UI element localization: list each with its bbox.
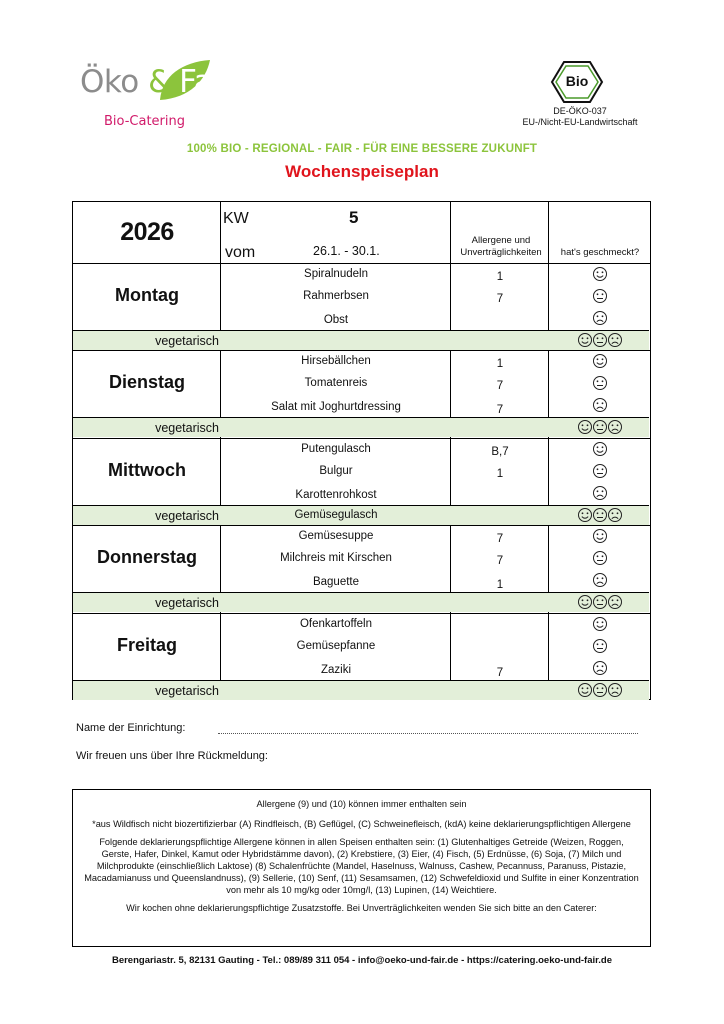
- bio-certification: [500, 106, 660, 128]
- smiley-happy-icon[interactable]: [577, 419, 593, 435]
- dish-allergens: 7: [496, 666, 504, 679]
- row-divider: [73, 505, 649, 506]
- allergen-info-line: Allergene (9) und (10) können immer enthalten sein: [256, 799, 467, 809]
- rating-smiley[interactable]: [592, 572, 608, 588]
- dish-name: Karottenrohkost: [295, 488, 377, 501]
- allergen-info-box: [72, 789, 651, 947]
- smiley-happy-icon[interactable]: [592, 266, 608, 282]
- allergen-info-line: *aus Wildfisch nicht biozertifizierbar (A) Rindfleisch, (B) Geflügel, (C) Schweinefleisch, (kdA) keine deklarierungspflichtigen Allergene: [92, 819, 631, 829]
- institution-name-label: Name der Einrichtung:: [76, 722, 186, 734]
- dish-name: Obst: [323, 314, 349, 326]
- dish-allergens: 7: [496, 533, 504, 546]
- smiley-sad-icon[interactable]: [592, 660, 608, 676]
- smiley-neutral-icon[interactable]: [592, 507, 608, 523]
- smiley-neutral-icon[interactable]: [592, 594, 608, 610]
- dish-allergens: 7: [496, 404, 504, 417]
- dish-name: Rahmerbsen: [303, 290, 369, 302]
- dish-name: Baguette: [312, 576, 360, 589]
- bio-seal-label: Bio: [565, 73, 589, 89]
- bio-seal-icon: [550, 60, 604, 104]
- dish-allergens: 1: [496, 467, 504, 480]
- rating-smiley[interactable]: [592, 638, 608, 654]
- day-name: Mittwoch: [108, 459, 186, 480]
- rating-smiley[interactable]: [592, 310, 608, 326]
- rating-smiley[interactable]: [592, 375, 608, 391]
- logo-ampersand: &: [148, 64, 172, 100]
- dish-name: Spiralnudeln: [304, 268, 368, 280]
- bio-code: DE-ÖKO-037: [553, 106, 607, 116]
- smiley-happy-icon[interactable]: [592, 528, 608, 544]
- day-name: Freitag: [116, 634, 177, 655]
- bio-origin: EU-/Nicht-EU-Landwirtschaft: [522, 117, 638, 127]
- rating-smiley[interactable]: [592, 485, 608, 501]
- vegetarian-rating[interactable]: [577, 594, 627, 610]
- dish-name: Putengulasch: [301, 442, 371, 455]
- dish-allergens: 1: [496, 579, 504, 592]
- dish-name: Salat mit Joghurtdressing: [271, 401, 401, 414]
- smiley-happy-icon[interactable]: [592, 353, 608, 369]
- row-divider: [73, 680, 649, 681]
- dish-name: Milchreis mit Kirschen: [280, 552, 392, 565]
- smiley-sad-icon[interactable]: [607, 332, 623, 348]
- allergen-info-line: Folgende deklarierungspflichtige Allergene können in allen Speisen enthalten sein: (1) Glutenhaltiges Getreide (Weizen, Roggen, Gerste, Hafer, Dinkel, Kamut oder Hybridstämme davon), (2) Krebstiere, (3) Eier, (4) Fisch, (5) Erdnüsse, (6) Soja, (7) Milch und Milchprodukte (einschließlich Laktose) (8) Schalenfrüchte (Mandel, Haselnuss, Walnuss, Cashew, Pecannuss, Paranuss, Pistazie, Macadamianuss und Queenslandnuss), (9) Sellerie, (10) Senf, (11) Sesamsamen, (12) Schwefeldioxid und Sulfite in einer Konzentration von mehr als 10 mg/kg oder 10mg/l, (13) Lupinen, (14) Weichtiere.: [84, 837, 639, 895]
- smiley-sad-icon[interactable]: [607, 594, 623, 610]
- logo-oeko-text: Öko: [80, 64, 139, 100]
- rating-smiley[interactable]: [592, 660, 608, 676]
- smiley-happy-icon[interactable]: [577, 332, 593, 348]
- vegetarian-row: [73, 680, 649, 700]
- kw-value: 5: [349, 208, 359, 227]
- rating-smiley[interactable]: [592, 353, 608, 369]
- day-name: Donnerstag: [96, 547, 197, 568]
- smiley-happy-icon[interactable]: [577, 507, 593, 523]
- smiley-neutral-icon[interactable]: [592, 463, 608, 479]
- smiley-happy-icon[interactable]: [592, 616, 608, 632]
- rating-smiley[interactable]: [592, 266, 608, 282]
- dish-name: Hirsebällchen: [301, 355, 371, 368]
- smiley-sad-icon[interactable]: [592, 397, 608, 413]
- smiley-neutral-icon[interactable]: [592, 550, 608, 566]
- dish-allergens: 1: [496, 358, 504, 371]
- dish-allergens: B,7: [491, 445, 509, 458]
- day-block-dienstag: [73, 350, 649, 437]
- day-name: Montag: [115, 285, 179, 305]
- dish-name: Ofenkartoffeln: [299, 617, 373, 630]
- day-block-montag: [73, 263, 649, 350]
- date-range: 26.1. - 30.1.: [313, 244, 380, 258]
- dish-name: Bulgur: [319, 464, 353, 477]
- smiley-neutral-icon[interactable]: [592, 375, 608, 391]
- allergen-column-header: Allergene und Unverträglichkeiten: [460, 235, 542, 258]
- day-block-donnerstag: [73, 525, 649, 612]
- vegetarian-dish: Gemüsegulasch: [294, 508, 378, 521]
- dish-allergens: 7: [496, 555, 504, 568]
- taste-column-header: hat's geschmeckt?: [560, 247, 640, 258]
- footer-contact: Berengariastr. 5, 82131 Gauting - Tel.: 089/89 311 054 - info@oeko-und-fair.de - https://catering.oeko-und-fair.de: [111, 955, 613, 966]
- smiley-sad-icon[interactable]: [607, 682, 623, 698]
- dish-name: Gemüsesuppe: [298, 530, 374, 543]
- page-title: Wochenspeiseplan: [285, 162, 439, 181]
- day-name: Dienstag: [108, 372, 186, 393]
- day-block-mittwoch: [73, 438, 649, 525]
- vegetarian-rating[interactable]: [577, 682, 627, 698]
- day-block-freitag: [73, 613, 649, 700]
- vegetarian-row: [73, 330, 649, 350]
- rating-smiley[interactable]: [592, 397, 608, 413]
- smiley-sad-icon[interactable]: [592, 485, 608, 501]
- tagline: 100% BIO - REGIONAL - FAIR - FÜR EINE BESSERE ZUKUNFT: [186, 143, 538, 155]
- logo-subtitle: Bio-Catering: [104, 114, 186, 129]
- smiley-happy-icon[interactable]: [577, 594, 593, 610]
- smiley-neutral-icon[interactable]: [592, 682, 608, 698]
- vegetarian-rating[interactable]: [577, 332, 627, 348]
- kw-label: KW: [223, 210, 249, 227]
- feedback-label: Wir freuen uns über Ihre Rückmeldung:: [76, 750, 268, 762]
- smiley-sad-icon[interactable]: [592, 310, 608, 326]
- rating-smiley[interactable]: [592, 528, 608, 544]
- row-divider: [73, 330, 649, 331]
- vegetarian-row: [73, 417, 649, 437]
- vom-label: vom: [225, 244, 256, 261]
- smiley-neutral-icon[interactable]: [592, 288, 608, 304]
- smiley-happy-icon[interactable]: [592, 441, 608, 457]
- institution-name-field[interactable]: [218, 733, 638, 734]
- dish-name: Gemüsepfanne: [296, 639, 376, 652]
- rating-smiley[interactable]: [592, 616, 608, 632]
- row-divider: [73, 417, 649, 418]
- rating-smiley[interactable]: [592, 463, 608, 479]
- dish-name: Zaziki: [320, 663, 352, 676]
- smiley-neutral-icon[interactable]: [592, 332, 608, 348]
- vegetarian-rating[interactable]: [577, 507, 627, 523]
- smiley-neutral-icon[interactable]: [592, 419, 608, 435]
- dish-allergens: 7: [496, 380, 504, 393]
- logo-fair-text: Fair: [179, 64, 233, 100]
- allergen-info-line: Wir kochen ohne deklarierungspflichtige Zusatzstoffe. Bei Unverträglichkeiten wenden Sie sich bitte an den Caterer:: [126, 903, 597, 913]
- vegetarian-label: vegetarisch: [155, 421, 219, 436]
- dish-allergens: 7: [496, 293, 504, 305]
- row-divider: [73, 592, 649, 593]
- smiley-neutral-icon[interactable]: [592, 638, 608, 654]
- rating-smiley[interactable]: [592, 550, 608, 566]
- vegetarian-label: vegetarisch: [155, 508, 219, 523]
- vegetarian-label: vegetarisch: [155, 334, 219, 348]
- vegetarian-label: vegetarisch: [155, 596, 219, 611]
- smiley-happy-icon[interactable]: [577, 682, 593, 698]
- dish-allergens: 1: [496, 271, 504, 283]
- rating-smiley[interactable]: [592, 288, 608, 304]
- vegetarian-rating[interactable]: [577, 419, 627, 435]
- smiley-sad-icon[interactable]: [607, 507, 623, 523]
- smiley-sad-icon[interactable]: [607, 419, 623, 435]
- oeko-fair-logo: [80, 58, 233, 134]
- smiley-sad-icon[interactable]: [592, 572, 608, 588]
- menu-table: [72, 201, 651, 700]
- vegetarian-label: vegetarisch: [155, 683, 219, 698]
- year: 2026: [120, 218, 174, 246]
- vegetarian-row: [73, 505, 649, 525]
- rating-smiley[interactable]: [592, 441, 608, 457]
- dish-name: Tomatenreis: [304, 377, 368, 390]
- vegetarian-row: [73, 592, 649, 612]
